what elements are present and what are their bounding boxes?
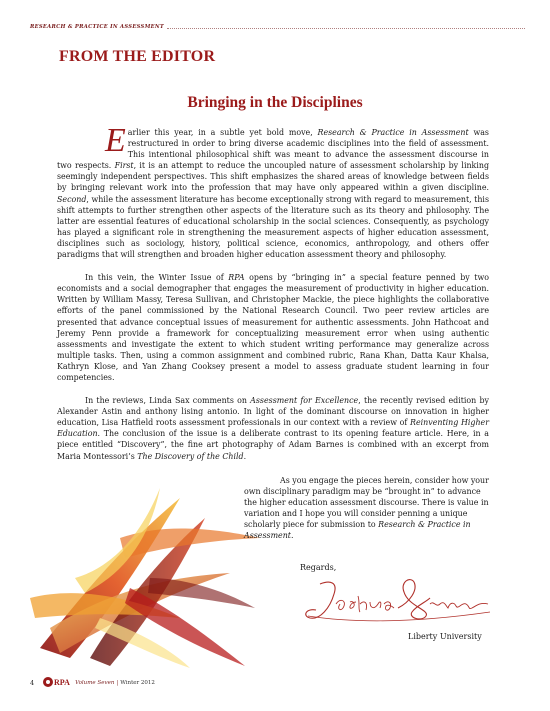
svg-text:RPA: RPA <box>54 678 70 687</box>
text-run: , the recently revised edition by Alexander Astin and anthony lising antonio. In light of the dominant discourse on innovation in higher education, Lisa Hatfield roots assessment professionals in our context with a review of <box>57 396 489 428</box>
text-run: arlier this year, in a subtle yet bold move, <box>127 128 318 137</box>
regards-text: Regards, <box>300 563 337 572</box>
text-run: , while the assessment literature has become exceptionally strong with regard to measurement, this shift attempts to further strengthen other aspects of the literature such as its theory and philosophy. The latter are essential features of educational scholarship in the social sciences. Consequently, as psychology has played a significant role in strengthening the measurement aspects of higher education assessment, disciplines such as sociology, history, political science, economics, anthropology, and others offer paradigms that will strengthen and broaden higher education assessment theory and philosophy. <box>57 194 489 260</box>
journal-abbrev: RPA <box>228 273 245 283</box>
book-title: Assessment for Excellence <box>250 396 359 406</box>
text-run: opens by “bringing in” a special feature penned by two economists and a social demographer that engages the measurement of productivity in higher education. Written by William Massy, Teresa Sullivan, and Christopher Mackie, the piece highlights the collaborative efforts of the panel commissioned by the National Research Council. Two peer review articles are presented that advance conceptual issues of measurement for authentic assessments. John Hathcoat and Jeremy Penn provide a framework for conceptualizing measurement error when using authentic assessments and investigate the extent to which student writing performance may generalize across multiple tasks. Then, using a common assignment and combined rubric, Rana Khan, Datta Kaur Khalsa, Kathryn Klose, and Yan Zhang Cooksey present a model to assess graduate student learning in four competencies. <box>57 273 489 382</box>
paragraph-3 <box>57 395 489 462</box>
rpa-logo-icon <box>42 676 72 688</box>
emphasis: First <box>114 161 134 171</box>
paragraph-4 <box>244 475 490 542</box>
paragraph-2 <box>57 272 489 383</box>
text-run: , it is an attempt to reduce the uncoupled nature of assessment scholarship by linking seemingly independent perspectives. This shift emphasizes the shared areas of knowledge between fields by bringing relevant work into the profession that may have only appeared within a given discipline. <box>57 161 489 193</box>
abstract-art-image <box>30 478 266 668</box>
journal-title: Research & Practice in Assessment <box>317 128 469 137</box>
signature <box>300 572 500 632</box>
paragraph-1 <box>57 122 489 260</box>
section-title: FROM THE EDITOR <box>59 48 216 65</box>
journal-title: Research & Practice in Assessment <box>244 520 471 541</box>
book-title: The Discovery of the Child <box>137 451 244 461</box>
text-run: was restructured in order to bring diverse academic disciplines into the field of assessment. This intentional philosophical shift was meant to advance the assessment discourse in two respects. <box>57 128 489 171</box>
drop-cap: E <box>105 122 126 159</box>
issue-season: Winter 2012 <box>120 680 155 686</box>
volume-label: Volume Seven <box>75 680 115 686</box>
article-body <box>57 122 489 474</box>
article-title: Bringing in the Disciplines <box>187 94 363 111</box>
text-run: In the reviews, Linda Sax comments on <box>85 396 251 406</box>
text-run: . <box>290 531 294 541</box>
running-head <box>30 24 525 30</box>
page-number: 4 <box>30 679 35 687</box>
text-run: . <box>243 451 247 461</box>
running-head-text: RESEARCH & PRACTICE IN ASSESSMENT <box>30 24 165 30</box>
page-footer <box>30 676 155 690</box>
book-title: Reinventing Higher Education <box>57 418 489 439</box>
running-head-rule <box>167 28 525 29</box>
affiliation: Liberty University <box>408 632 482 641</box>
text-run: As you engage the pieces herein, consider how your own disciplinary paradigm may be “brought in” to advance the higher education assessment discourse. There is value in variation and I hope you will consider penning a unique scholarly piece for submission to <box>244 476 489 530</box>
rpa-logo <box>42 676 72 690</box>
closing-paragraph <box>244 475 490 542</box>
footer-separator: | <box>116 680 119 686</box>
text-run: In this vein, the Winter Issue of <box>85 273 229 283</box>
emphasis: Second <box>57 194 87 204</box>
text-run: . The conclusion of the issue is a deliberate contrast to its opening feature article. Here, in a piece entitled “Discovery”, the fine art photography of Adam Barnes is combined with an excerpt from Maria Montessori’s <box>57 429 489 461</box>
